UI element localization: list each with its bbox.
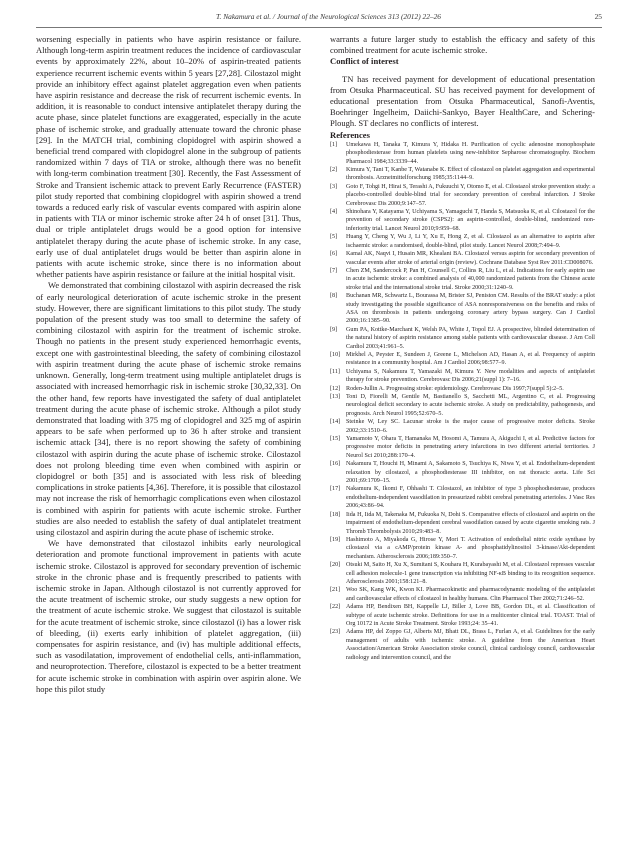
reference-number: [5] — [330, 234, 338, 241]
reference-number: [14] — [330, 419, 341, 426]
reference-text: Umekawa H, Tanaka T, Kimura Y, Hidaka H. Purification of cyclic adenosine monophosphate phosphodiesterase from human platelets using new-inhibitor Sepharose chromatography. Biochem Pharmacol 1984;33:3339–44. — [346, 141, 595, 165]
reference-text: Toni D, Fiorelli M, Gentile M, Bastianello S, Sacchetti ML, Argentino C, et al. Progressing neurological deficit secondary to acute ischemic stroke. A study on predictability, pathogenesis, and prognosis. Arch Neurol 1995;52:670–5. — [346, 394, 595, 417]
reference-text: Kimura Y, Tani T, Kanbe T, Watanabe K. Effect of cilostazol on platelet aggregation and experimental thrombosis. Arzneimittelforschung 1985;35:1144–9. — [346, 167, 595, 182]
left-column — [36, 34, 301, 695]
reference-item[interactable] — [330, 233, 595, 250]
reference-item[interactable] — [330, 385, 595, 393]
reference-number: [12] — [330, 385, 341, 392]
reference-text: Gum PA, Kottke-Marchant K, Welsh PA, White J, Topol EJ. A prospective, blinded determination of the natural history of aspirin resistance among stable patients with cardiovascular disease. J Am Coll Cardiol 2003;41:961–5. — [346, 326, 595, 350]
reference-number: [7] — [330, 267, 338, 274]
reference-text: Goto F, Tohgi H, Hirai S, Terashi A, Fukuuchi Y, Otomo E, et al. Cilostazol stroke prevention study: a placebo-controlled double-blind trial for secondary prevention of cerebral infarction. J Stroke Cerebrovasc Dis 2000;9:147–57. — [346, 183, 595, 207]
reference-item[interactable] — [330, 536, 595, 561]
reference-text: Buchanan MR, Schwartz L, Bourassa M, Brister SJ, Peniston CM. Results of the BRAT study: a pilot study investigating the possible significance of ASA nonresponsiveness on the benefits and risks of ASA on thrombosis in patients undergoing coronary artery bypass surgery. Can J Cardiol 2000;16:1385–90. — [346, 293, 595, 325]
reference-number: [4] — [330, 209, 338, 216]
reference-text: Nakamura K, Ikomi F, Ohhashi T. Cilostazol, an inhibitor of type 3 phosphodiesterase, produces endothelium-independent vasodilation in pressurized rabbit cerebral penetrating arterioles. J Vasc Res 2006;43:86–94. — [346, 486, 595, 510]
reference-number: [20] — [330, 562, 341, 569]
reference-number: [8] — [330, 293, 338, 300]
running-head — [36, 12, 602, 26]
reference-item[interactable] — [330, 267, 595, 292]
reference-number: [11] — [330, 368, 340, 375]
reference-item[interactable] — [330, 183, 595, 208]
reference-item[interactable] — [330, 603, 595, 628]
reference-text: Shinohara Y, Katayama Y, Uchiyama S, Yamaguchi T, Handa S, Matsuoka K, et al. Cilostazol for the prevention of secondary stroke (CSPS2): an aspirin-controlled, double-blind, randomized non-inferiority trial. Lancet Neurol 2010;9:959–68. — [346, 209, 595, 232]
reference-text: Adams HP, del Zoppo GJ, Alberts MJ, Bhatt DL, Brass L, Furlan A, et al. Guidelines for the early management of adults with ischemic stroke. A guideline from the American Heart Association/American Stroke Association stroke council, clinical cardiology council, cardiovascular radiology and intervention council, and the — [346, 629, 595, 661]
reference-text: Uchiyama S, Nakamura T, Yamazaki M, Kimura Y. New modalities and aspects of antiplatelet therapy for stroke prevention. Cerebrovasc Dis 2006;21(suppl 1): 7–16. — [346, 368, 595, 384]
reference-number: [21] — [330, 587, 341, 594]
conflict-of-interest-text: TN has received payment for development of educational presentation from Otsuka Pharmaceutical. SU has received payment for development of educational presentation from Otsuka Pharmaceutical, Sanofi-Aventis, Boehringer Ingelheim, Daiichi-Sankyo, Bayer HealthCare, and Schering-Plough. ST declares no conflicts of interest. — [330, 73, 595, 129]
reference-item[interactable] — [330, 418, 595, 435]
body-paragraph-continuation: warrants a future larger study to establish the efficacy and safety of this combined treatment for acute ischemic stroke. — [330, 34, 595, 56]
references-heading: References — [330, 129, 370, 140]
reference-text: Chen ZM, Sandercock P, Pan H, Counsell C, Collins R, Liu L, et al. Indications for early aspirin use in acute ischemic stroke: a combined analysis of 40,000 randomized patients from the Chinese acute stroke trial and the international stroke trial. Stroke 2000;31:1240–9. — [346, 267, 595, 291]
reference-item[interactable] — [330, 368, 595, 385]
reference-number: [13] — [330, 394, 341, 401]
reference-number: [22] — [330, 604, 341, 611]
reference-item[interactable] — [330, 351, 595, 368]
reference-item[interactable] — [330, 141, 595, 166]
reference-number: [19] — [330, 536, 341, 543]
reference-number: [1] — [330, 141, 338, 148]
reference-text: Woo SK, Kang WK, Kwon KI. Pharmacokinetic and pharmacodynamic modeling of the antiplatelet and cardiovascular effects of cilostazol in healthy humans. Clin Pharmacol Ther 2002;71:246–52. — [346, 587, 595, 602]
reference-text: Mirkhel A, Peyster E, Sundeen J, Greene L, Michelson AD, Hasan A, et al. Frequency of aspirin resistance in a community hospital. Am J Cardiol 2006;98:577–9. — [346, 351, 595, 367]
reference-item[interactable] — [330, 561, 595, 586]
reference-item[interactable] — [330, 460, 595, 485]
reference-item[interactable] — [330, 326, 595, 351]
right-column — [330, 34, 595, 662]
reference-item[interactable] — [330, 586, 595, 603]
reference-number: [10] — [330, 351, 341, 358]
reference-item[interactable] — [330, 485, 595, 510]
reference-number: [9] — [330, 326, 338, 333]
reference-number: [17] — [330, 486, 341, 493]
reference-item[interactable] — [330, 628, 595, 662]
reference-text: Nakamura T, Houchi H, Minami A, Sakamoto S, Tsuchiya K, Niwa Y, et al. Endothelium-dependent relaxation by cilostazol, a phosphodiesterase III inhibitor, on rat thoracic aorta. Life Sci 2001;69:1709–15. — [346, 461, 595, 485]
reference-item[interactable] — [330, 250, 595, 267]
reference-item[interactable] — [330, 511, 595, 536]
reference-text: Roden-Jullin A. Progressing stroke: epidemiology. Cerebrovasc Dis 1997;7(suppl 5):2–5. — [346, 385, 564, 392]
reference-item[interactable] — [330, 208, 595, 233]
reference-item[interactable] — [330, 435, 595, 460]
reference-number: [3] — [330, 183, 338, 190]
header-rule — [36, 27, 602, 28]
reference-text: Steinke W, Ley SC. Lacunar stroke is the major cause of progressive motor deficits. Stroke 2002;33:1510–6. — [346, 419, 595, 434]
reference-number: [6] — [330, 251, 338, 258]
reference-text: Adams HP, Bendixen BH, Kappelle LJ, Biller J, Love BB, Gordon DL, et al. Classification of subtype of acute ischemic stroke. Definitions for use in a multicenter clinical trial. TOAST. Trial of Org 10172 in Acute Stroke Treatment. Stroke 1993;24: 35–41. — [346, 604, 595, 627]
page-number: 25 — [594, 12, 602, 21]
reference-number: [18] — [330, 511, 341, 518]
reference-text: Huang Y, Cheng Y, Wu J, Li Y, Xu E, Hong Z, et al. Cilostazol as an alternative to aspirin after ischaemic stroke: a randomised, double-blind, pilot study. Lancet Neurol 2008;7:494–9. — [346, 234, 595, 249]
reference-number: [2] — [330, 167, 338, 174]
reference-number: [23] — [330, 629, 341, 636]
reference-text: Kamal AK, Naqvi I, Husain MR, Khealani BA. Cilostazol versus aspirin for secondary prevention of vascular events after stroke of arterial origin (review). Cochrane Database Syst Rev 2011:CD008076. — [346, 251, 595, 266]
journal-citation: T. Nakamura et al. / Journal of the Neurological Sciences 313 (2012) 22–26 — [216, 12, 441, 21]
reference-item[interactable] — [330, 292, 595, 326]
conflict-of-interest-heading: Conflict of interest — [330, 56, 399, 67]
body-paragraph: We demonstrated that combining cilostazol with aspirin decreased the risk of early neurological deterioration of acute ischemic stroke in the present study. However, there are significant limitations to this pilot study. The study population of the present study was too small to determine the safety of combining cilostazol with aspirin for the treatment of ischemic stroke. Though no patients in the present study experienced hemorrhagic events, except one with gastrointestinal bleeding, the safety of combining cilostazol with aspirin treatment during the acute phase of ischemic stroke remains unknown. Generally, long-term treatment using multiple antiplatelet drugs is associated with increased hemorrhagic risk in ischemic stroke [30,32,33]. On the other hand, few reports have investigated the safety of dual antiplatelet treatment during the acute phase of ischemic stroke. Although a pilot study demonstrated that loading with 375 mg of clopidogrel and 325 mg of aspirin appears to be safe when performed up to 36 h after stroke and transient ischemic attack [34], there is no report showing the safety of combining cilostazol with aspirin during the acute phase of ischemic stroke. Cilostazol does not prolong bleeding time even when combined with aspirin or clopidogrel or both [35] and is associated with less risk of bleeding complications in stroke patients [4,36]. Therefore, it is possible that cilostazol may not increase the risk of hemorrhagic complications even when cilostazol is combined with aspirin for patients with acute ischemic stroke. Further studies are also needed to establish the safety of dual antiplatelet treatment using cilostazol and aspirin during the acute phase of ischemic stroke. — [36, 280, 301, 537]
reference-number: [16] — [330, 461, 341, 468]
reference-text: Otsuki M, Saito H, Xu X, Sumitani S, Kouhara H, Kurabayashi M, et al. Cilostazol represses vascular cell adhesion molecule-1 gene transcription via inhibiting NF-κB binding to its recognition sequence. Atherosclerosis 2001;158:121–8. — [346, 562, 595, 585]
reference-item[interactable] — [330, 393, 595, 418]
reference-list — [330, 141, 595, 662]
body-paragraph: We have demonstrated that cilostazol inhibits early neurological deterioration and promote functional improvement in patients with acute ischemic stroke. Cilostazol is approved for secondary prevention of ischemic stroke in the chronic phase and is frequently prescribed to patients with ischemic stroke in Japan. Although cilostazol is not currently approved for the acute treatment of ischemic stroke, our study suggests a new option for the treatment of acute ischemic stroke. We suggest that cilostazol is suitable for the acute treatment of ischemic stroke, since cilostazol (i) has a lower risk of bleeding, (ii) exerts early inhibition of platelet aggregation, (iii) compensates for aspirin resistance, and (iv) has multiple additional effects, such as vasodilatation, improvement of endothelial cells, anti-inflammation, and neuroprotection. Therefore, cilostazol is expected to be a better treatment for acute ischemic stroke in combination with aspirin over aspirin alone. We hope this pilot study — [36, 538, 301, 694]
body-paragraph: worsening especially in patients who have aspirin resistance or failure. Although long-term aspirin treatment reduces the incidence of cardiovascular events by approximately 22%, about 10–20% of aspirin-treated patients experience recurrent ischemic events within 5 years [27,28]. Cilostazol might provide an inhibitory effect against platelet aggregation even when patients have aspirin resistance and decrease the risk of recurrent ischemic events. In addition, it is reasonable to conduct intensive antiplatelet therapy during the acute phase, since platelet functions are exaggerated, especially in the acute phase of ischemic stroke, and gradually attenuate toward the chronic phase [29]. In the MATCH trial, combining clopidogrel with aspirin showed a beneficial trend compared with clopidogrel alone in the subgroup of patients randomized within 7 days of TIA or stroke, although there was no benefit with long-term combination treatment [30]. Recently, the Fast Assessment of Stroke and Transient ischemic attack to prevent Early Recurrence (FASTER) pilot study reported that combining clopidogrel with aspirin showed a trend towards a reduced early risk of vascular events compared with aspirin alone in patients with TIA or minor ischemic stroke after 24 h of onset [31]. Thus, dual or triple antiplatelet drugs would be a good option for intensive antiplatelet therapy during the acute phase of ischemic stroke. In any case, early use of dual antiplatelet drugs would be better than aspirin alone in patients with acute ischemic stroke, since there is no information about whether patients have aspirin resistance or failure at the initial hospital visit. — [36, 34, 301, 280]
reference-text: Yamamoto Y, Ohara T, Hamanaka M, Hosomi A, Tamura A, Akiguchi I, et al. Predictive factors for progressive motor deficits in penetrating artery infarctions in two different arterial territories. J Neurol Sci 2010;288:170–4. — [346, 436, 595, 459]
reference-text: Iida H, Iida M, Takenaka M, Fukuoka N, Dohi S. Comparative effects of cilostazol and aspirin on the impairment of endothelium-dependent cerebral vasodilation caused by acute cigarette smoking rats. J Thromb Thrombolysis 2010;29:483–8. — [346, 511, 595, 535]
reference-text: Hashimoto A, Miyakoda G, Hirose Y, Mori T. Activation of endothelial nitric oxide synthase by cilostazol via a cAMP/protein kinase A- and phosphatidylinositol 3-kinase/Akt-dependent mechanism. Atherosclerosis 2006;189:350–7. — [346, 536, 595, 560]
reference-item[interactable] — [330, 166, 595, 183]
reference-number: [15] — [330, 436, 341, 443]
